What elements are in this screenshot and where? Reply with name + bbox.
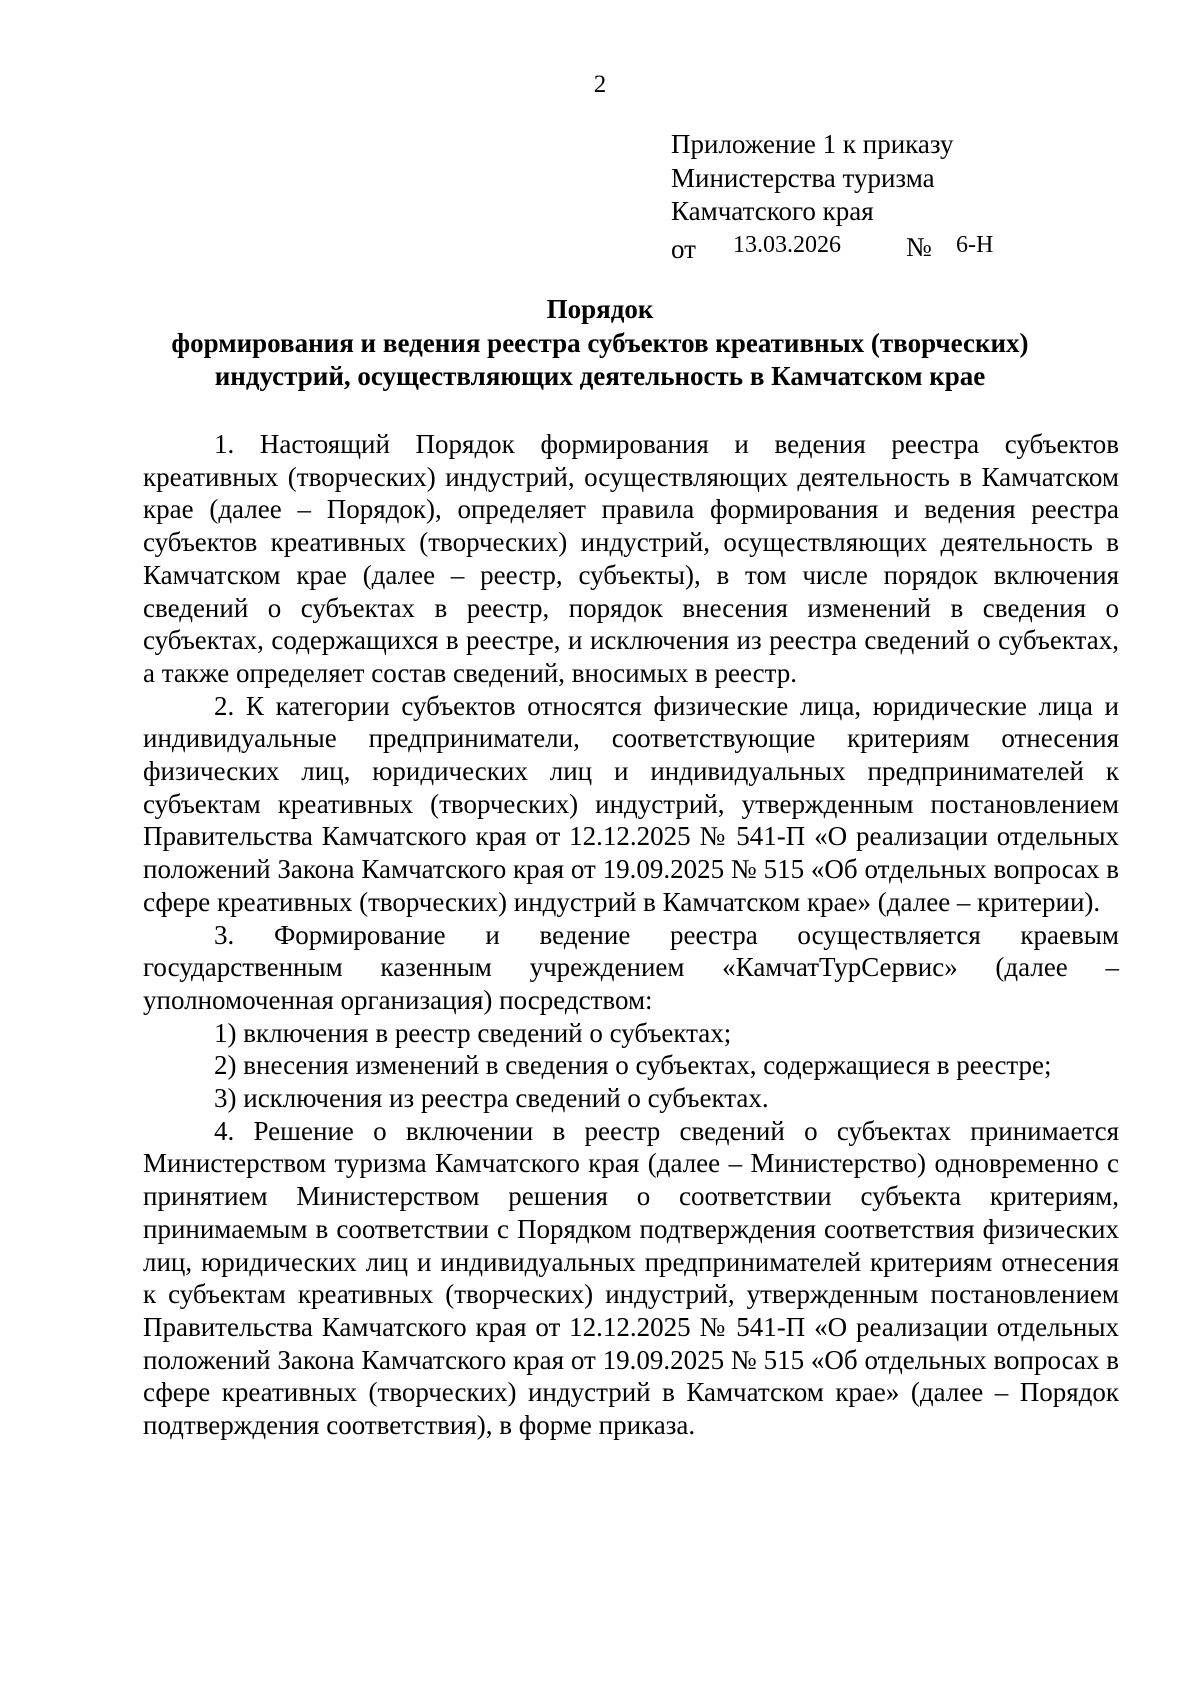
title-line-2: формирования и ведения реестра субъектов креативных (творческих) [171, 327, 1029, 358]
order-date: 13.03.2026 [733, 231, 841, 258]
list-item-1: 1) включения в реестр сведений о субъектах; [214, 1017, 732, 1048]
appendix-line-1: Приложение 1 к приказу [671, 129, 954, 159]
title-line-1: Порядок [546, 294, 654, 324]
document-body [143, 428, 1119, 1442]
order-number: 6-Н [956, 231, 994, 258]
list-item-3: 3) исключения из реестра сведений о субъектах. [214, 1083, 769, 1114]
paragraph-2: 2. К категории субъектов относятся физические лица, юридические лица и индивидуальные предприниматели, соответствующие критериям отнесения физических лиц, юридических лиц и индивидуальных предпринимателей к субъектам креативных (творческих) индустрий, утвержденным постановлением Правительства Камчатского края от 12.12.2025 № 541-П «О реализации отдельных положений Закона Камчатского края от 19.09.2025 № 515 «Об отдельных вопросах в сфере креативных (творческих) индустрий в Камчатском крае» (далее – критерии). [143, 690, 1119, 917]
title-line-3: индустрий, осуществляющих деятельность в Камчатском крае [214, 361, 986, 391]
paragraph-4: 4. Решение о включении в реестр сведений о субъектах принимается Министерством туризма Камчатского края (далее – Министерство) одновременно с принятием Министерством решения о соответствии субъекта критериям, принимаемым в соответствии с Порядком подтверждения соответствия физических лиц, юридических лиц и индивидуальных предпринимателей критериям отнесения к субъектам креативных (творческих) индустрий, утвержденным постановлением Правительства Камчатского края от 12.12.2025 № 541-П «О реализации отдельных положений Закона Камчатского края от 19.09.2025 № 515 «Об отдельных вопросах в сфере креативных (творческих) индустрий в Камчатском крае» (далее – Порядок подтверждения соответствия), в форме приказа. [143, 1115, 1119, 1441]
appendix-line-3: Камчатского края [671, 196, 874, 226]
list-item-2: 2) внесения изменений в сведения о субъектах, содержащиеся в реестре; [214, 1050, 1052, 1081]
order-from-label: от [671, 233, 696, 264]
order-reference [671, 229, 994, 264]
document-title [0, 293, 1200, 394]
paragraph-1: 1. Настоящий Порядок формирования и ведения реестра субъектов креативных (творческих) индустрий, осуществляющих деятельность в Камчатском крае (далее – Порядок), определяет правила формирования и ведения реестра субъектов креативных (творческих) индустрий, осуществляющих деятельность в Камчатском крае (далее – реестр, субъекты), в том числе порядок включения сведений о субъектах в реестр, порядок внесения изменений в сведения о субъектах, содержащихся в реестре, и исключения из реестра сведений о субъектах, а также определяет состав сведений, вносимых в реестр. [143, 429, 1119, 688]
page-number: 2 [593, 71, 607, 98]
appendix-line-2: Министерства туризма [671, 162, 935, 193]
appendix-block [671, 128, 994, 264]
paragraph-3: 3. Формирование и ведение реестра осуществляется краевым государственным казенным учреждением «КамчатТурСервис» (далее – уполномоченная организация) посредством: [143, 919, 1119, 1015]
order-number-label: № [906, 231, 932, 262]
